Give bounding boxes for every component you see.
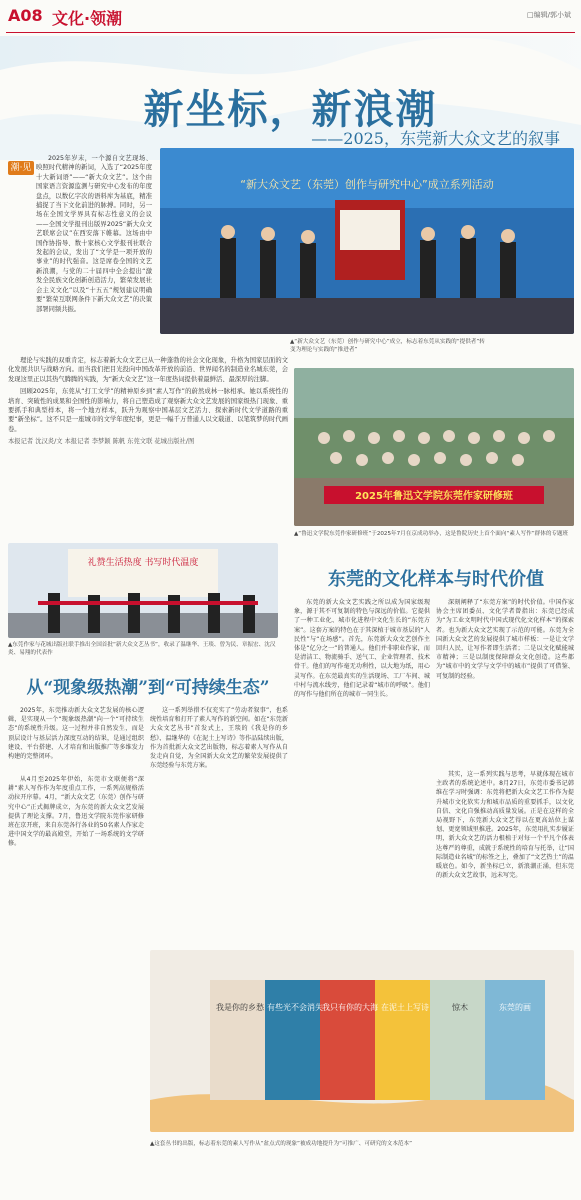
headline-subtitle: ——2025，东莞新大众文艺的叙事 <box>311 129 560 148</box>
section-name: 文化·领潮 <box>52 9 123 28</box>
book-title-4: 在泥土上写诗 <box>381 1003 429 1012</box>
culture-col-2: 深刻阐释了“东莞方案”的时代价值。中国作家协会主席团委员、文化学者曾指出：东莞已经成为“为工业文明时代中国式现代化文化样本”的探索者。也为新大众文艺实现了示范的可能。东莞为全国新大众文艺的发展提供了城市样板：一是让文学回归人民，让写作者即生活者；二是以文化赋能城市精神；三是以制度保障群众文化创造。这些都为“城市中的文学与文学中的城市”提供了可借鉴、可复制的经验。 <box>436 599 574 680</box>
heading-phenomenon: 从“现象级热潮”到“可持续生态” <box>26 678 270 698</box>
photo-left-caption: ▲东莞作家与花城出版社联手推出全国首批“新大众文艺丛书”，收录了温继华、王琰、曾为民、章振宏、沈汉炎、易翔的代表作 <box>8 642 276 656</box>
culture-col-3: 其实，这一系列实践与思考，早就体现在城市主政者的系统论述中。8月27日，东莞市委书记韩维在学习时强调：东莞将把新大众文艺工作作为提升城市文化软实力和城市品质的重要抓手，以文化自信、文化自强推动高质量发展。正是在这样的全局视野下，东莞新大众文艺得以在更高站位上谋划、更宽领域里推进。2025年，东莞用扎实步履证明，新大众文艺的活力根植于对每一个平凡个体表达尊严的尊重，成就于系统性的培育与托举，让“国际制造业名城”的标签之上，叠加了“文艺热土”的温暖底色。如今，新坐标已立，新浪潮正涌，但东莞的新大众文艺故事，远未写完。 <box>436 771 574 880</box>
heading-culture-sample: 东莞的文化样本与时代价值 <box>328 569 544 590</box>
book-title-6: 东莞的画 <box>499 1003 531 1012</box>
book-title-2: 有些光不会消失 <box>267 1003 323 1012</box>
editor-credit: □编辑/郭小斌 <box>527 11 571 19</box>
book-title-3: 我只有你的大海 <box>322 1003 378 1012</box>
book-title-1: 我是你的乡愁 <box>216 1003 264 1012</box>
phenomenon-col-2: 从4月至2025年伊始，东莞市文联便将“深耕”素人写作作为年度重点工作，一系列高规格活动拉开序幕。4月，“新大众文艺（东莞）创作与研究中心”正式揭牌成立，为东莞的新大众文艺发展提供了理论支撑。7月，鲁迅文学院东莞作家研修班在京开班，来自东莞各行各业的50名素人作家走进中国文学的最高殿堂，开始了一场系统的文学研修。 <box>8 776 144 848</box>
headline-title: 新坐标，新浪潮 <box>143 86 438 133</box>
byline: 本报记者 沈汉炎/文 本报记者 李梦颖 陈帆 东莞文联 花城出版社/图 <box>8 438 195 446</box>
photo-left-banner: 礼赞生活热度 书写时代温度 <box>87 558 199 568</box>
phenomenon-col-1: 2025年，东莞推动新大众文艺发展的核心逻辑，是实现从一个“现象级热潮”向一个“可持续生态”的系统性升级。这一过程并非自然发生，而是顶层设计与基层活力深度互动的结果，是通过组织建设、平台搭建、人才培育和出版推广等多维发力构建的完整闭环。 <box>8 707 144 761</box>
phenomenon-col-3: 这一系列举措不仅充实了“劳动者叙事”，也系统性培育和打开了素人写作的新空间。如在“东莞新大众文艺丛书”首发式上，王琰的《我是你的乡愁》、温继华的《在泥土上写诗》等作品陆续出版，作为首批新大众文艺出版物，标志着素人写作从自发走向自觉，为全国新大众文艺的繁荣发展提供了东莞经验与东莞方案。 <box>150 707 288 770</box>
photo-top-banner: “新大众文艺（东莞）创作与研究中心”成立系列活动 <box>240 178 494 191</box>
photo-top-caption: ▲“新大众文艺（东莞）创作与研究中心”成立，标志着东莞从实践的“提供者”转变为理论与实践的“推进者” <box>290 339 485 353</box>
column-tag: 潮·见 <box>8 161 34 175</box>
intro-text-2: 理论与实践的双重肯定，标志着新大众文艺已从一种蓬勃的社会文化现象，升格为国家层面的文化发展共识与战略方向。而当我们把目光投向中国改革开放的前沿、世界闻名的制造业名城东莞，会发现这里正以其热气腾腾的实践，为“新大众文艺”这一年度热词提供着最鲜活、最深厚的注脚。 <box>8 357 288 383</box>
intro-text-1: 2025年岁末，一个源自文艺现场、映照时代精神的新词，入选了“2025年度十大新词语”——“新大众文艺”。这个由国家语言资源监测与研究中心发布的年度盘点，以数亿字次的语料库为基底，精准捕捉了当下文化前进的脉搏。同时，另一场在全国文学界具有标志性意义的会议——全国文学报刊出版界2025“新大众文艺联席会议”在西安落下帷幕。这场由中国作协指导、数十家核心文学报刊社联合发起的会议，发出了“文学是一项开放的事业”的时代强音。这是席卷全国的文艺新浪潮，与党的二十届四中全会提出“激发全民族文化创新创造活力，繁荣发展社会主义文化”以及“十五五”规划建议明确要“繁荣互联网条件下新大众文艺”的决策部署同频共振。 <box>36 155 152 313</box>
photo-group-lu-xun <box>294 368 574 526</box>
photo-book-launch <box>8 543 278 638</box>
intro-text-3: 回顾2025年，东莞从“打工文学”的精神原乡到“素人写作”的蔚然成林一脉相承。她以系统性的培育、突破性的成果和全国性的影响力，将自己塑造成了观察新大众文艺发展的国家级热门现象、重要抓手和典型样本，将一个地方样本，跃升为观察中国基层文艺活力、探索新时代文学道路的重要“新坐标”。这不只是一座城市的文学年度纪事，更是一幅千万普通人以文载道、以笔筑梦的时代画卷。 <box>8 388 288 433</box>
intro-body <box>8 356 288 447</box>
photo-bottom-caption: ▲这套丛书的出版，标志着东莞的素人写作从“盆点式的现象”被成功地提升为“可推广、可研究的文本范本” <box>150 1141 413 1147</box>
book-title-5: 惊木 <box>452 1003 468 1012</box>
photo-book-series <box>150 950 574 1132</box>
culture-col-1: 东莞的新大众文艺实践之所以成为国家级现象，源于其不可复制的特色与深远的价值。它提供了一种工业化、城市化进程中文化生长的“东莞方案”。这套方案的特色在于其深植于城市基层的“人民性”与“在场感”。首先，东莞新大众文艺创作主体是“亿分之一”的普通人。他们并非职业作家，而是清洁工、物流骑手、送气工、企业管理者、技术骨干。他们的写作毫无功利性，以大地为纸，用心灵写作。在东莞最真实的生活现场、工厂车间、城中村与流水线旁，他们记录着“城市的呼吸”。他们的写作与他们所在的城市一同生长。 <box>294 599 430 699</box>
photo-center-launch <box>160 148 574 334</box>
photo-mid-caption: ▲“鲁迅文学院东莞作家研修班”于2025年7月在京成功举办，这是鲁院历史上首个面向“素人写作”群体的专题班 <box>294 531 569 537</box>
page-number: A08 <box>8 6 43 25</box>
photo-mid-banner: 2025年鲁迅文学院东莞作家研修班 <box>355 491 513 502</box>
intro-paragraph-1 <box>36 154 152 314</box>
